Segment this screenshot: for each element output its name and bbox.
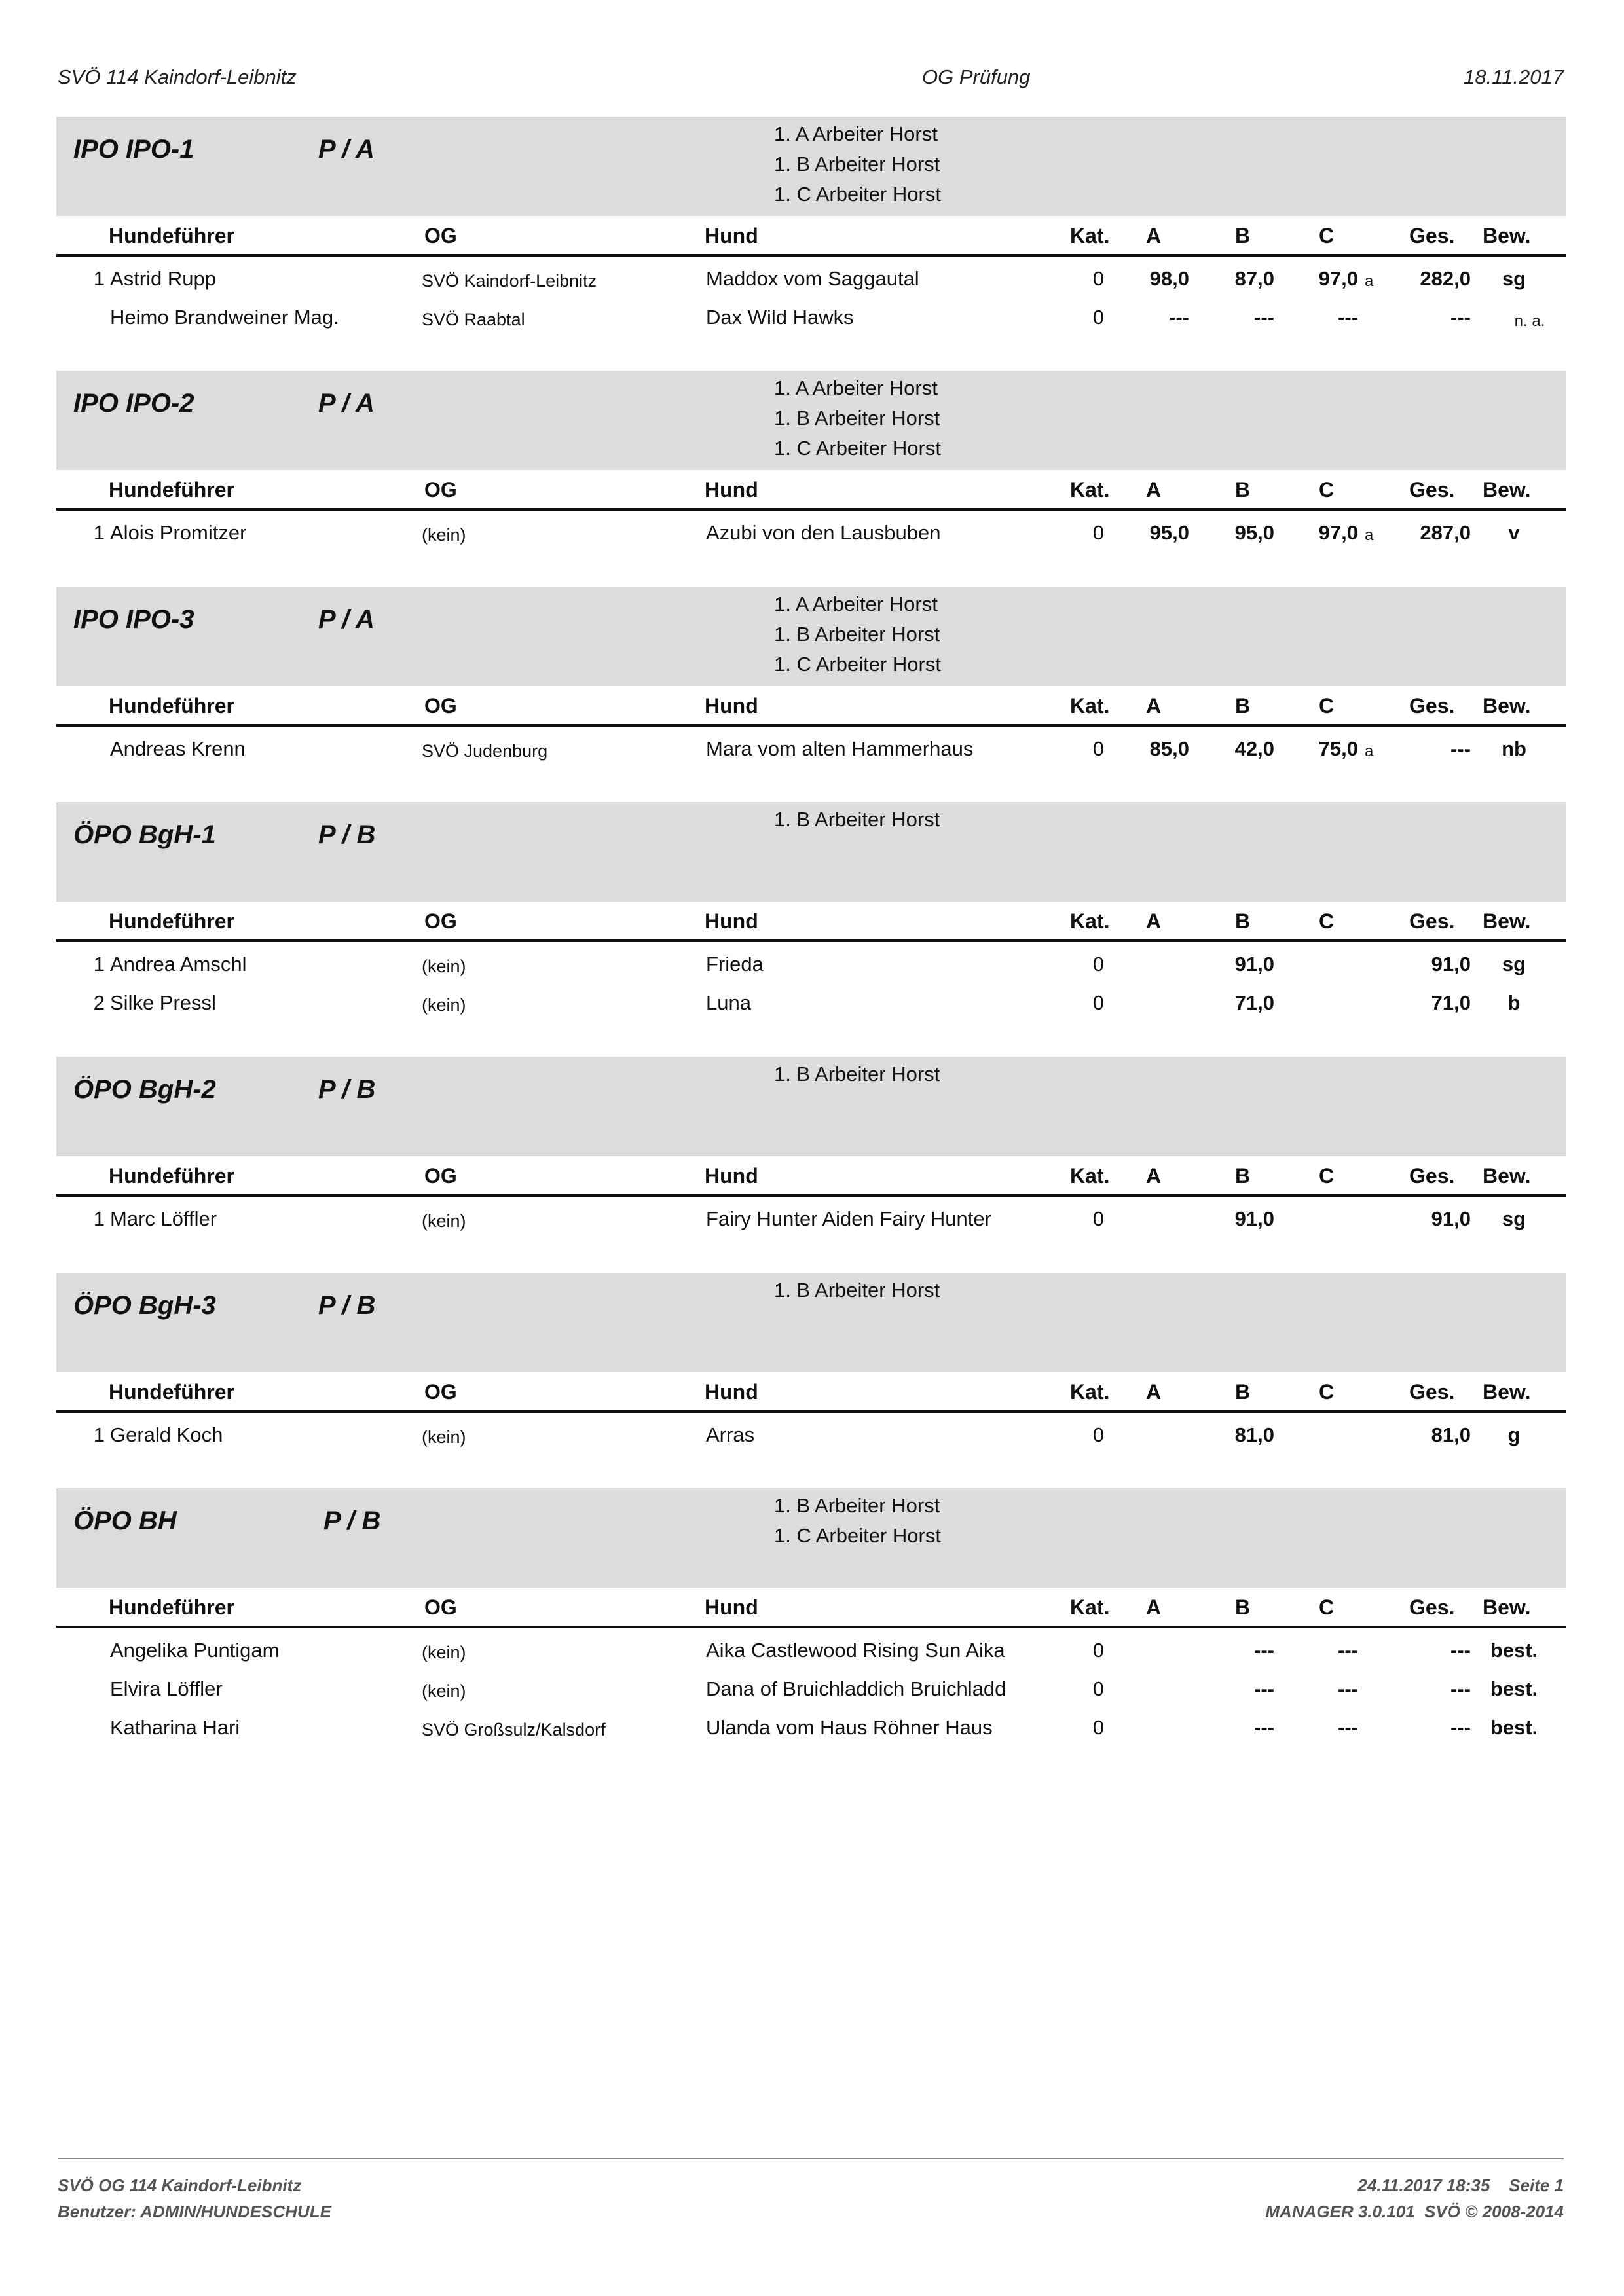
col-dog: Hund <box>705 224 758 247</box>
col-c: C <box>1319 1595 1335 1619</box>
footer-user: Benutzer: ADMIN/HUNDESCHULE <box>58 2202 331 2221</box>
col-a: A <box>1146 909 1162 933</box>
col-c: C <box>1319 909 1335 933</box>
score-c: --- <box>1338 1639 1358 1662</box>
dog-name: Azubi von den Lausbuben <box>706 521 941 544</box>
col-kat: Kat. <box>1070 909 1110 933</box>
result-row <box>56 942 1566 981</box>
judges-list <box>774 589 941 680</box>
col-rating: Bew. <box>1483 224 1531 247</box>
handler-name: Silke Pressl <box>110 991 216 1014</box>
club: (kein) <box>422 995 466 1015</box>
score-b: 42,0 <box>1234 737 1274 760</box>
judge-line: 1. A Arbeiter Horst <box>774 376 938 399</box>
score-b: 81,0 <box>1234 1423 1274 1446</box>
score-b: --- <box>1254 306 1274 329</box>
col-rating: Bew. <box>1483 1164 1531 1188</box>
result-row <box>56 511 1566 549</box>
col-handler: Hundeführer <box>109 1595 234 1619</box>
score-a: 85,0 <box>1149 737 1189 760</box>
result-row <box>56 1667 1566 1705</box>
col-dog: Hund <box>705 1164 758 1188</box>
score-c: --- <box>1338 1677 1358 1700</box>
category: 0 <box>1092 1207 1104 1230</box>
rating: v <box>1508 521 1520 544</box>
club: SVÖ Judenburg <box>422 741 548 761</box>
score-c: --- <box>1338 306 1358 329</box>
handler-name: Angelika Puntigam <box>110 1639 280 1662</box>
exam-class: P / A <box>318 389 375 418</box>
event-date: 18.11.2017 <box>1464 65 1564 88</box>
col-c: C <box>1319 1164 1335 1188</box>
col-kat: Kat. <box>1070 694 1110 718</box>
col-b: B <box>1235 694 1251 718</box>
col-handler: Hundeführer <box>109 694 234 718</box>
score-total: 287,0 <box>1420 521 1471 544</box>
judge-line: 1. B Arbeiter Horst <box>774 1279 940 1302</box>
score-total: 81,0 <box>1431 1423 1471 1446</box>
category: 0 <box>1092 521 1104 544</box>
col-rating: Bew. <box>1483 694 1531 718</box>
score-a: 98,0 <box>1149 267 1189 290</box>
rating: b <box>1507 991 1521 1014</box>
section-header <box>56 1273 1566 1372</box>
dog-name: Fairy Hunter Aiden Fairy Hunter <box>706 1207 991 1230</box>
score-c-suffix: a <box>1365 742 1374 760</box>
handler-name: Andreas Krenn <box>110 737 246 760</box>
dog-name: Frieda <box>706 953 764 975</box>
dog-name: Maddox vom Saggautal <box>706 267 919 290</box>
judges-list <box>774 805 940 835</box>
exam-section <box>56 587 1566 765</box>
col-og: OG <box>424 909 457 933</box>
section-header <box>56 117 1566 216</box>
score-a: 95,0 <box>1149 521 1189 544</box>
judge-line: 1. C Arbeiter Horst <box>774 183 941 206</box>
rating: nb <box>1502 737 1526 760</box>
exam-class: P / B <box>318 1075 376 1104</box>
col-handler: Hundeführer <box>109 909 234 933</box>
col-a: A <box>1146 1595 1162 1619</box>
placement: 1 <box>93 1423 105 1446</box>
score-b: --- <box>1254 1639 1274 1662</box>
col-dog: Hund <box>705 1380 758 1404</box>
judge-line: 1. B Arbeiter Horst <box>774 1063 940 1085</box>
judge-line: 1. B Arbeiter Horst <box>774 407 940 429</box>
club: (kein) <box>422 957 466 976</box>
section-header <box>56 802 1566 902</box>
exam-title: IPO IPO-3 <box>73 605 194 634</box>
column-header <box>56 902 1566 942</box>
score-c-suffix: a <box>1365 272 1374 290</box>
dog-name: Aika Castlewood Rising Sun Aika <box>706 1639 1005 1662</box>
rating: best. <box>1490 1716 1538 1739</box>
exam-section <box>56 371 1566 549</box>
col-kat: Kat. <box>1070 1164 1110 1188</box>
score-total: --- <box>1450 737 1471 760</box>
section-header <box>56 371 1566 470</box>
exam-title: ÖPO BgH-2 <box>73 1075 216 1104</box>
col-og: OG <box>424 224 457 247</box>
judges-list <box>774 1491 941 1551</box>
result-row <box>56 981 1566 1019</box>
col-total: Ges. <box>1409 694 1455 718</box>
dog-name: Mara vom alten Hammerhaus <box>706 737 974 760</box>
score-b: --- <box>1254 1716 1274 1739</box>
col-total: Ges. <box>1409 1595 1455 1619</box>
result-row <box>56 295 1566 334</box>
exam-section <box>56 802 1566 1019</box>
col-rating: Bew. <box>1483 1595 1531 1619</box>
col-dog: Hund <box>705 1595 758 1619</box>
placement: 1 <box>93 267 105 290</box>
col-a: A <box>1146 1164 1162 1188</box>
handler-name: Astrid Rupp <box>110 267 216 290</box>
col-handler: Hundeführer <box>109 1380 234 1404</box>
exam-title: IPO IPO-2 <box>73 389 194 418</box>
col-dog: Hund <box>705 909 758 933</box>
exam-title: ÖPO BgH-1 <box>73 820 216 849</box>
category: 0 <box>1092 267 1104 290</box>
judge-line: 1. B Arbeiter Horst <box>774 808 940 831</box>
score-total: 282,0 <box>1420 267 1471 290</box>
handler-name: Elvira Löffler <box>110 1677 223 1700</box>
score-b: 91,0 <box>1234 953 1274 975</box>
club: SVÖ Großsulz/Kalsdorf <box>422 1720 606 1740</box>
result-row <box>56 727 1566 765</box>
col-b: B <box>1235 224 1251 247</box>
col-c: C <box>1319 478 1335 501</box>
col-total: Ges. <box>1409 224 1455 247</box>
col-total: Ges. <box>1409 909 1455 933</box>
judge-line: 1. C Arbeiter Horst <box>774 653 941 676</box>
section-header <box>56 1488 1566 1588</box>
col-kat: Kat. <box>1070 478 1110 501</box>
judges-list <box>774 373 941 464</box>
rating: best. <box>1490 1677 1538 1700</box>
score-c: --- <box>1338 1716 1358 1739</box>
col-a: A <box>1146 1380 1162 1404</box>
col-og: OG <box>424 1380 457 1404</box>
score-total: 91,0 <box>1431 1207 1471 1230</box>
col-total: Ges. <box>1409 1380 1455 1404</box>
score-c-suffix: a <box>1365 526 1374 544</box>
section-header <box>56 1057 1566 1156</box>
score-total: --- <box>1450 1677 1471 1700</box>
judge-line: 1. A Arbeiter Horst <box>774 592 938 615</box>
col-kat: Kat. <box>1070 1595 1110 1619</box>
col-total: Ges. <box>1409 1164 1455 1188</box>
score-total: --- <box>1450 306 1471 329</box>
handler-name: Gerald Koch <box>110 1423 223 1446</box>
category: 0 <box>1092 1639 1104 1662</box>
col-handler: Hundeführer <box>109 478 234 501</box>
category: 0 <box>1092 953 1104 975</box>
col-kat: Kat. <box>1070 224 1110 247</box>
exam-class: P / B <box>318 1291 376 1320</box>
exam-class: P / B <box>323 1506 381 1535</box>
dog-name: Ulanda vom Haus Röhner Haus <box>706 1716 993 1739</box>
col-c: C <box>1319 1380 1335 1404</box>
col-handler: Hundeführer <box>109 1164 234 1188</box>
exam-class: P / A <box>318 605 375 634</box>
column-header <box>56 216 1566 257</box>
col-total: Ges. <box>1409 478 1455 501</box>
exam-section <box>56 1488 1566 1744</box>
result-row <box>56 257 1566 295</box>
club: SVÖ Kaindorf-Leibnitz <box>422 271 597 291</box>
placement: 1 <box>93 521 105 544</box>
footer-version: MANAGER 3.0.101 SVÖ © 2008-2014 <box>1265 2202 1564 2221</box>
judge-line: 1. B Arbeiter Horst <box>774 623 940 646</box>
score-b: 71,0 <box>1234 991 1274 1014</box>
handler-name: Heimo Brandweiner Mag. <box>110 306 339 329</box>
category: 0 <box>1092 1716 1104 1739</box>
judge-line: 1. B Arbeiter Horst <box>774 153 940 175</box>
col-rating: Bew. <box>1483 1380 1531 1404</box>
col-handler: Hundeführer <box>109 224 234 247</box>
column-header <box>56 1588 1566 1628</box>
judge-line: 1. C Arbeiter Horst <box>774 437 941 460</box>
category: 0 <box>1092 991 1104 1014</box>
col-og: OG <box>424 1595 457 1619</box>
col-b: B <box>1235 1164 1251 1188</box>
club: SVÖ Raabtal <box>422 310 525 329</box>
score-b: 87,0 <box>1234 267 1274 290</box>
handler-name: Andrea Amschl <box>110 953 247 975</box>
section-header <box>56 587 1566 686</box>
rating: sg <box>1502 267 1526 290</box>
club: (kein) <box>422 1427 466 1447</box>
exam-title: ÖPO BgH-3 <box>73 1291 216 1320</box>
category: 0 <box>1092 306 1104 329</box>
result-row <box>56 1705 1566 1744</box>
exam-title: IPO IPO-1 <box>73 135 194 164</box>
rating: sg <box>1502 953 1526 975</box>
exam-section <box>56 1273 1566 1451</box>
placement: 1 <box>93 953 105 975</box>
score-b: --- <box>1254 1677 1274 1700</box>
rating: g <box>1507 1423 1521 1446</box>
dog-name: Luna <box>706 991 751 1014</box>
exam-title: ÖPO BH <box>73 1506 177 1535</box>
col-rating: Bew. <box>1483 478 1531 501</box>
exam-section <box>56 117 1566 334</box>
score-total: 91,0 <box>1431 953 1471 975</box>
score-total: 71,0 <box>1431 991 1471 1014</box>
score-total: --- <box>1450 1716 1471 1739</box>
handler-name: Marc Löffler <box>110 1207 217 1230</box>
score-total: --- <box>1450 1639 1471 1662</box>
col-og: OG <box>424 478 457 501</box>
col-b: B <box>1235 1380 1251 1404</box>
exam-class: P / A <box>318 135 375 164</box>
col-a: A <box>1146 478 1162 501</box>
judges-list <box>774 1059 940 1089</box>
col-og: OG <box>424 1164 457 1188</box>
col-a: A <box>1146 694 1162 718</box>
club: (kein) <box>422 1643 466 1662</box>
dog-name: Arras <box>706 1423 755 1446</box>
footer-divider <box>58 2158 1564 2159</box>
footer-org: SVÖ OG 114 Kaindorf-Leibnitz <box>58 2176 302 2195</box>
handler-name: Katharina Hari <box>110 1716 240 1739</box>
column-header <box>56 1372 1566 1413</box>
club-name: SVÖ 114 Kaindorf-Leibnitz <box>58 65 297 88</box>
rating: sg <box>1502 1207 1526 1230</box>
footer-printed: 24.11.2017 18:35 Seite 1 <box>1357 2176 1564 2195</box>
judges-list <box>774 1275 940 1305</box>
col-c: C <box>1319 694 1335 718</box>
category: 0 <box>1092 1677 1104 1700</box>
column-header <box>56 470 1566 511</box>
col-dog: Hund <box>705 694 758 718</box>
score-b: 91,0 <box>1234 1207 1274 1230</box>
category: 0 <box>1092 1423 1104 1446</box>
col-b: B <box>1235 1595 1251 1619</box>
exam-class: P / B <box>318 820 376 849</box>
rating: best. <box>1490 1639 1538 1662</box>
score-b: 95,0 <box>1234 521 1274 544</box>
col-rating: Bew. <box>1483 909 1531 933</box>
col-dog: Hund <box>705 478 758 501</box>
rating: n. a. <box>1514 312 1545 330</box>
score-c: 97,0 <box>1318 267 1358 290</box>
category: 0 <box>1092 737 1104 760</box>
page-header <box>58 65 1564 98</box>
column-header <box>56 686 1566 727</box>
exam-section <box>56 1057 1566 1235</box>
result-row <box>56 1197 1566 1235</box>
club: (kein) <box>422 1211 466 1231</box>
col-b: B <box>1235 909 1251 933</box>
event-title: OG Prüfung <box>922 65 1031 88</box>
col-b: B <box>1235 478 1251 501</box>
club: (kein) <box>422 1681 466 1701</box>
dog-name: Dax Wild Hawks <box>706 306 854 329</box>
col-og: OG <box>424 694 457 718</box>
score-c: 75,0 <box>1318 737 1358 760</box>
result-row <box>56 1628 1566 1667</box>
club: (kein) <box>422 525 466 545</box>
dog-name: Dana of Bruichladdich Bruichladd <box>706 1677 1006 1700</box>
score-c: 97,0 <box>1318 521 1358 544</box>
col-kat: Kat. <box>1070 1380 1110 1404</box>
score-a: --- <box>1169 306 1189 329</box>
result-row <box>56 1413 1566 1451</box>
placement: 1 <box>93 1207 105 1230</box>
col-c: C <box>1319 224 1335 247</box>
judge-line: 1. A Arbeiter Horst <box>774 122 938 145</box>
judge-line: 1. B Arbeiter Horst <box>774 1494 940 1517</box>
judges-list <box>774 119 941 210</box>
judge-line: 1. C Arbeiter Horst <box>774 1524 941 1547</box>
handler-name: Alois Promitzer <box>110 521 247 544</box>
col-a: A <box>1146 224 1162 247</box>
placement: 2 <box>93 991 105 1014</box>
column-header <box>56 1156 1566 1197</box>
